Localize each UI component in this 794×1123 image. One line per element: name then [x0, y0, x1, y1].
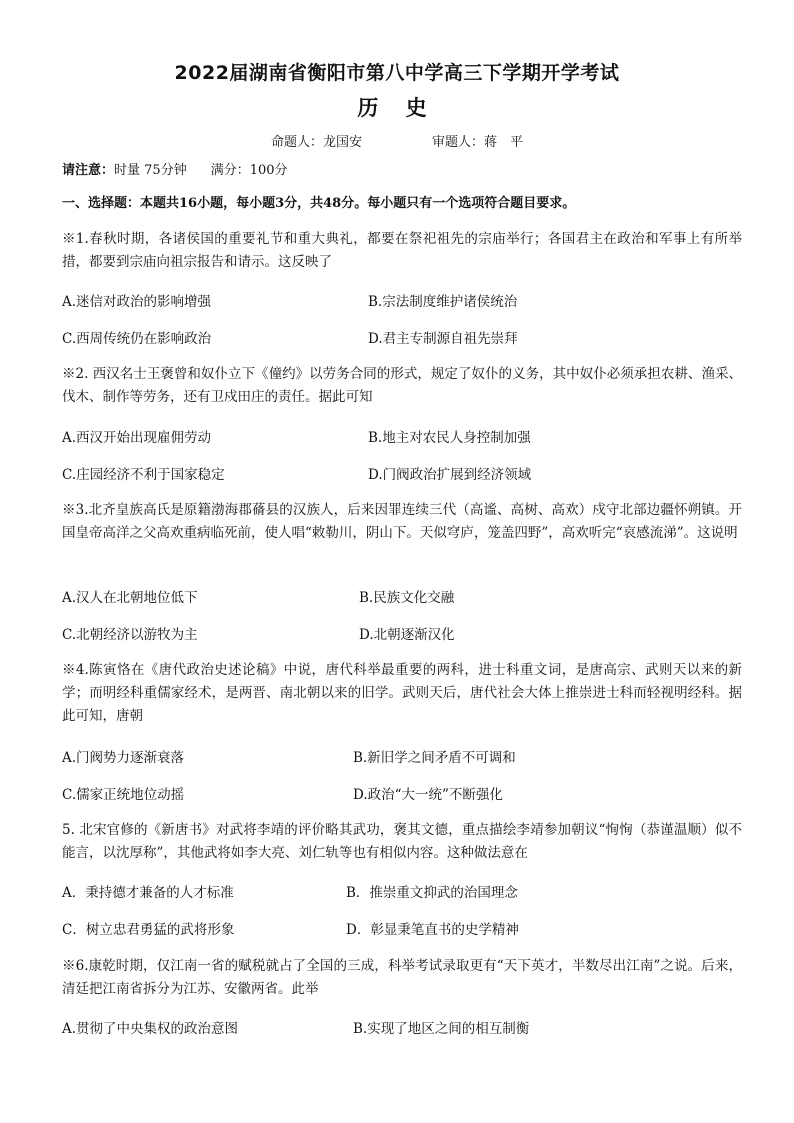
option-a: A.西汉开始出现雇佣劳动 — [62, 430, 212, 446]
option-c: C.西周传统仍在影响政治 — [62, 331, 212, 347]
question-1-options-2 — [62, 327, 742, 347]
option-b: B.新旧学之间矛盾不可调和 — [353, 750, 516, 766]
option-d: D.君主专制源自祖先崇拜 — [368, 331, 518, 347]
question-5-options-2 — [62, 918, 742, 938]
option-b: B.民族文化交融 — [359, 590, 455, 606]
option-c: C.儒家正统地位动摇 — [62, 787, 185, 803]
question-4-options — [62, 746, 742, 766]
option-d: D.门阀政治扩展到经济领域 — [368, 467, 532, 483]
option-a: A.门阀势力逐渐衰落 — [62, 750, 185, 766]
question-3-options-2 — [62, 623, 742, 643]
option-d: D.北朝逐渐汉化 — [359, 627, 455, 643]
option-a: A.汉人在北朝地位低下 — [62, 590, 198, 606]
question-6-options — [62, 1017, 742, 1037]
question-1-options — [62, 290, 742, 310]
subject-title: 历 史 — [357, 96, 437, 120]
question-2-options — [62, 426, 742, 446]
notice-label: 请注意： — [62, 163, 115, 178]
option-b: B．推崇重文抑武的治国理念 — [346, 885, 518, 901]
option-b: B.实现了地区之间的相互制衡 — [353, 1021, 530, 1037]
option-d: D．彰显秉笔直书的史学精神 — [346, 922, 519, 938]
option-c: C.庄园经济不利于国家稳定 — [62, 467, 225, 483]
option-a: A．秉持德才兼备的人才标准 — [62, 885, 234, 901]
authors-line — [0, 131, 794, 150]
exam-time: 时量 75分钟 — [114, 163, 187, 178]
exam-score: 满分：100分 — [210, 163, 288, 178]
question-6-stem: ※6.康乾时期，仅江南一省的赋税就占了全国的三成，科举考试录取更有“天下英才，半数尽出江南”之说。后来，清廷把江南省拆分为江苏、安徽两省。此举 — [62, 958, 742, 997]
question-4-stem: ※4.陈寅恪在《唐代政治史述论稿》中说，唐代科举最重要的两科，进士科重文词，是唐高宗、武则天以来的新学；而明经科重儒家经术，是两晋、南北朝以来的旧学。武则天后，唐代社会大体上推崇进士科而轻视明经科。据此可知，唐朝 — [62, 662, 742, 724]
question-2-stem: ※2. 西汉名士王褒曾和奴仆立下《僮约》以劳务合同的形式，规定了奴仆的义务，其中奴仆必须承担农耕、渔采、伐木、制作等劳务，还有卫戍田庄的责任。据此可知 — [62, 366, 742, 405]
option-c: C．树立忠君勇猛的武将形象 — [62, 922, 235, 938]
reviewer: 审题人：蒋 平 — [432, 135, 524, 150]
question-2-options-2 — [62, 463, 742, 483]
option-d: D.政治“大一统”不断强化 — [353, 787, 503, 803]
section-heading: 一、选择题：本题共16小题，每小题3分，共48分。每小题只有一个选项符合题目要求。 — [62, 196, 576, 211]
question-1-stem: ※1.春秋时期，各诸侯国的重要礼节和重大典礼，都要在祭祀祖先的宗庙举行；各国君主在政治和军事上有所举措，都要到宗庙向祖宗报告和请示。这反映了 — [62, 231, 742, 270]
question-3-options — [62, 586, 742, 606]
exam-title: 2022届湖南省衡阳市第八中学高三下学期开学考试 — [174, 62, 620, 84]
question-5-options — [62, 881, 742, 901]
option-b: B.宗法制度维护诸侯统治 — [368, 294, 518, 310]
question-4-options-2 — [62, 783, 742, 803]
option-b: B.地主对农民人身控制加强 — [368, 430, 531, 446]
setter: 命题人：龙国安 — [270, 135, 362, 150]
option-a: A.迷信对政治的影响增强 — [62, 294, 212, 310]
option-c: C.北朝经济以游牧为主 — [62, 627, 198, 643]
question-5-stem: 5. 北宋官修的《新唐书》对武将李靖的评价略其武功，褒其文德，重点描绘李靖参加朝议“恂恂（恭谨温顺）似不能言，以沈厚称”，其他武将如李大亮、刘仁轨等也有相似内容。这种做法意在 — [62, 822, 742, 861]
question-3-stem: ※3.北齐皇族高氏是原籍渤海郡蓨县的汉族人，后来因罪连续三代（高谧、高树、高欢）戍守北部边疆怀朔镇。开国皇帝高洋之父高欢重病临死前，使人唱“敕勒川，阴山下。天似穹庐，笼盖四野”，高欢听完“哀感流涕”。这说明 — [62, 502, 742, 541]
option-a: A.贯彻了中央集权的政治意图 — [62, 1021, 239, 1037]
exam-notice — [62, 159, 288, 178]
